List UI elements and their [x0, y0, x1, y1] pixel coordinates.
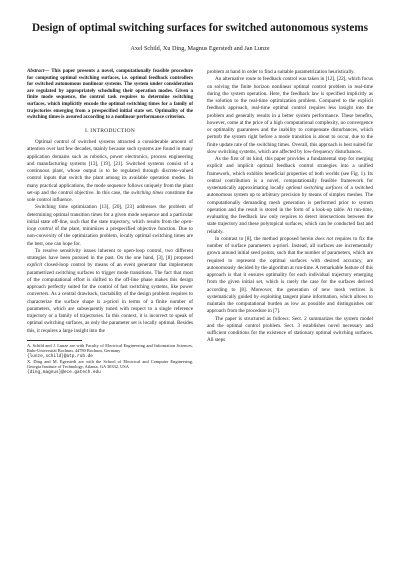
footnote-line: A. Schild and J. Lunze are with Faculty of Electrical Engineering and Information Sciences, Ruhr-Universität Bochum, 44780 Bochum, Germany — [27, 342, 193, 354]
paragraph: As the first of its kind, this paper provides a fundamental step for merging explicit and implicit optimal feedback control strategies into a unified framework, which exhibits beneficial properties of both worlds (see Fig. 1). Its central contribution is a novel, computationally feasible framework for systematically approximating locally optimal switching surfaces of a switched autonomous system up to arbitrary precision by means of simplex meshes. The computationally demanding mesh generation is performed prior to system operation and the result is stored in the form of a look-up table. At run-time, evaluating the feedback law only requires to detect intersections between the state trajectory and these polytopical surfaces, which can be conducted fast and reliably. — [207, 156, 373, 235]
footnote-email: {ding,magnus}@ece.gatech.edu — [27, 369, 101, 375]
abstract-lead: Abstract — [27, 69, 45, 74]
footnote-divider — [27, 340, 82, 341]
footnote-email: {lunze,schild}@atp.rub.de — [27, 353, 93, 359]
affiliation-footnote — [27, 343, 193, 375]
footnote-line: X. Ding and M. Egerstedt are with the School of Electrical and Computer Engineering, Georgia Institute of Technology, Atlanta, GA 30332, USA — [27, 358, 193, 370]
abstract — [27, 69, 193, 122]
paragraph: To resolve sensitivity issues inherent to open-loop control, two different strategies have been pursued in the past. On the one hand, [3], [8] proposed explicit closed-loop control by means of an event generator that implements parametrized switching surfaces to trigger mode transitions. The fact that most of the computational effort is shifted to the off-line phase makes this design approach perfectly suited for the control of fast switching systems, like power converters. As a central drawback, tractability of the design problem requires to characterize the surface shape is a-priori in terms of a finite number of parameters, which are subsequently tuned with respect to a single reference trajectory or a family of trajectories. In this context, it is incorrect to speak of optimal switching surfaces, as only the parameter set is locally optimal. Besides this, it requires a large insight into the — [27, 247, 193, 334]
paragraph: An alternative route to feedback control was taken in [12], [22], which focus on solving the finite horizon nonlinear optimal control problem in real-time during the system operation. Here, the feedback law is specified implicitly as the solution to the real-time optimization problem. Compared to the explicit feedback approach, real-time optimal control requires less insight into the problem and generally results in a better system performance. These benefits, however, come at the price of a high computational complexity, no convergence or optimality guarantees and the inability to compensate disturbances, which perturb the system right before a mode transition is about to occur, due to the finite update rate of the switching times. Overall, this approach is best suited for slow switching systems, which are affected by low-frequency disturbances. — [207, 76, 373, 155]
paragraph: Optimal control of switched systems attracted a considerable amount of attention over last few decades, mainly because such systems are found in many application domains such as robotics, power electronics, process engineering and manufacturing systems [13], [19], [21]. Switched systems consist of a continuous plant, whose output is to be regulated through discrete-valued control inputs that switch the plant among its available operation modes. In many practical applications, the mode sequence follows uniquely from the plant set-up and the control objective. In this case, the switching times constitute the sole control influence. — [27, 139, 194, 203]
right-column — [207, 69, 373, 375]
paragraph: The paper is structured as follows: Sect. 2 summarizes the system model and the optimal control problem. Sect. 3 establishes novel necessary and sufficient conditions for the existence of stationary optimal switching surfaces. All steps — [207, 315, 373, 344]
section-heading: I. INTRODUCTION — [85, 127, 135, 134]
paragraph: Switching time optimization [13], [20], [23] addresses the problem of determining optimal transition times for a given mode sequence and a particular initial state off-line, such that the state trajectory, which results from the open-loop control of the plant, minimizes a prespecified objective function. Due to non-convexity of the optimization problem, locally optimal switching times are the best, one can hope for. — [27, 204, 193, 247]
author-line: Axel Schild, Xu Ding, Magnus Egerstedt and Jan Lunze — [130, 45, 270, 52]
abstract-text: — This paper presents a novel, computationally feasible procedure for computing optimal switching surfaces, i.e. optimal feedback controllers for switched autonomous nonlinear systems. The system under consideration are regulated by appropriately scheduling their operation modes. Given a finite mode sequence, the control task requires to determine switching surfaces, which implicitly encode the optimal switching times for a family of trajectories emerging from a prespecified initial state set. Optimality of the switching times is assured according to a nonlinear performance criterion. — [27, 69, 193, 121]
paragraph: In contrast to [8], the method proposed herein does not requires to fix the number of surface parameters a-priori. Instead, all surfaces are incrementally grown around initial seed points, such that the number of parameters, which are required to represent the optimal surfaces with desired accuracy, are autonomously decided by the algorithm at run-time. A remarkable feature of this approach is that it ensures optimality for each individual trajectory emerging from the given initial set, which is rarely the case for the surfaces derived according to [8]. Moreover, the generation of new mesh vertices is systematically guided by exploiting tangent plane information, which allows to maintain the computational burden as low as possible and distinguishes our approach from the procedure in [7]. — [207, 235, 373, 315]
two-column-body — [27, 69, 373, 375]
paragraph: problem at hand in order to find a suitable parametrization heuristically. — [207, 69, 355, 75]
left-column — [27, 69, 193, 375]
paper-title: Design of optimal switching surfaces for switched autonomous systems — [31, 22, 369, 34]
